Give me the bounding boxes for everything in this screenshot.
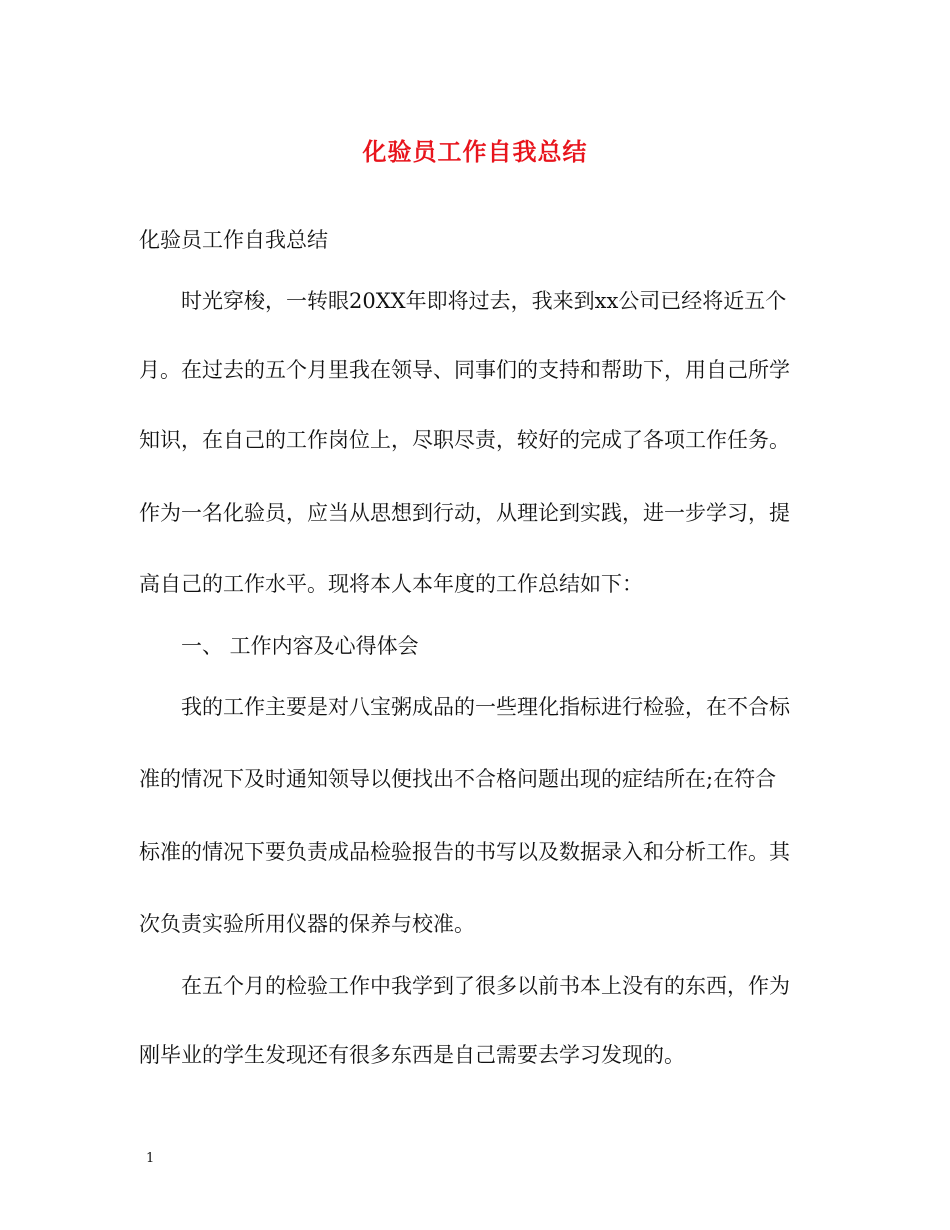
paragraph-1-line-4: 作为一名化验员，应当从思想到行动，从理论到实践，进一步学习，提	[139, 501, 790, 525]
paragraph-2-line-1: 我的工作主要是对八宝粥成品的一些理化指标进行检验，在不合标	[181, 695, 790, 719]
paragraph-2-line-4: 次负责实验所用仪器的保养与校准。	[139, 912, 475, 936]
paragraph-1-line-5: 高自己的工作水平。现将本人本年度的工作总结如下：	[139, 572, 643, 596]
paragraph-3-line-1: 在五个月的检验工作中我学到了很多以前书本上没有的东西，作为	[181, 974, 790, 998]
paragraph-1-line-2: 月。在过去的五个月里我在领导、同事们的支持和帮助下，用自己所学	[139, 358, 790, 382]
paragraph-1-line-3: 知识，在自己的工作岗位上，尽职尽责，较好的完成了各项工作任务。	[139, 428, 790, 452]
document-subtitle: 化验员工作自我总结	[139, 228, 328, 252]
paragraph-2-line-2: 准的情况下及时通知领导以便找出不合格问题出现的症结所在;在符合	[139, 767, 777, 791]
document-title: 化验员工作自我总结	[362, 137, 588, 166]
page-number: 1	[146, 1151, 155, 1166]
paragraph-3-line-2: 刚毕业的学生发现还有很多东西是自己需要去学习发现的。	[139, 1043, 685, 1067]
paragraph-1-line-1: 时光穿梭，一转眼20XX年即将过去，我来到xx公司已经将近五个	[181, 289, 787, 313]
paragraph-2-line-3: 标准的情况下要负责成品检验报告的书写以及数据录入和分析工作。其	[139, 840, 790, 864]
section-heading: 一、 工作内容及心得体会	[181, 634, 419, 658]
